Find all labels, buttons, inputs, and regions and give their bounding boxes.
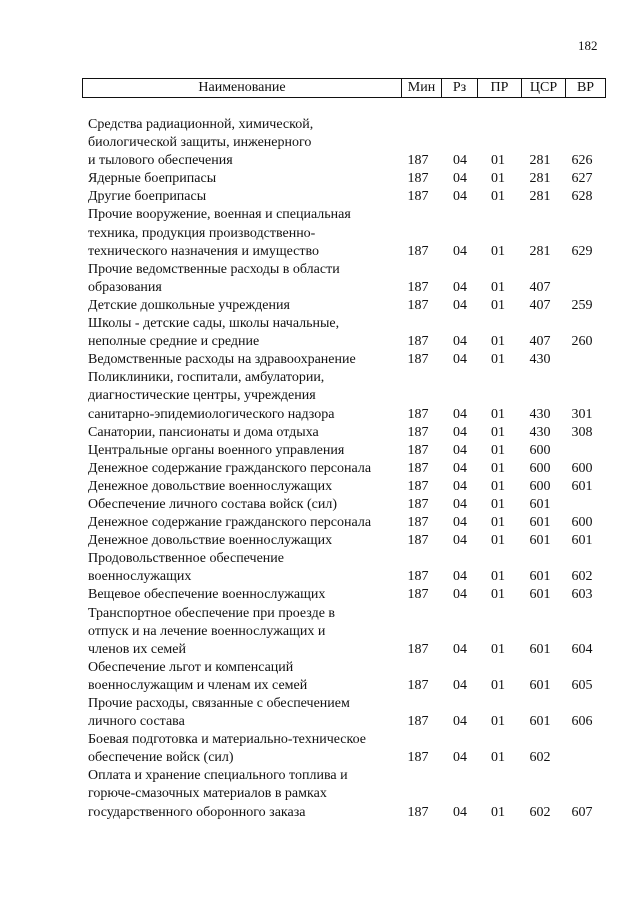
row-name: Поликлиники, госпитали, амбулатории, диагностические центры, учреждения санитарно-эпидемиологического надзора [88, 370, 335, 422]
table-row [0, 586, 640, 604]
cell-rz: 04 [453, 641, 467, 657]
cell-min: 187 [407, 569, 429, 585]
cell-rz: 04 [453, 406, 467, 422]
table-row [0, 695, 640, 731]
cell-pr: 01 [491, 804, 505, 820]
table-row [0, 424, 640, 442]
cell-csr: 601 [529, 496, 551, 512]
cell-rz: 04 [453, 424, 467, 440]
cell-pr: 01 [491, 533, 505, 549]
table-row [0, 261, 640, 297]
cell-vr: 602 [571, 569, 593, 585]
table-row [0, 206, 640, 260]
cell-min: 187 [407, 352, 429, 368]
header-csr: ЦСР [521, 79, 565, 97]
row-name: Обеспечение льгот и компенсаций военнослужащим и членам их семей [88, 659, 308, 693]
row-name: Детские дошкольные учреждения [88, 297, 290, 313]
table-header [82, 78, 606, 98]
cell-csr: 430 [529, 352, 551, 368]
cell-min: 187 [407, 515, 429, 531]
cell-csr: 602 [529, 750, 551, 766]
row-name: Центральные органы военного управления [88, 442, 345, 458]
cell-vr: 260 [571, 334, 593, 350]
header-pr: ПР [477, 79, 521, 97]
table-row [0, 550, 640, 586]
table-row [0, 478, 640, 496]
cell-min: 187 [407, 478, 429, 494]
row-name: Денежное довольствие военнослужащих [88, 478, 333, 494]
cell-rz: 04 [453, 334, 467, 350]
table-row [0, 369, 640, 423]
cell-vr: 603 [571, 587, 593, 603]
row-name: Прочие вооружение, военная и специальная техника, продукция производственно- технического назначения и имущество [88, 207, 351, 259]
cell-csr: 407 [529, 279, 551, 295]
row-name: Санатории, пансионаты и дома отдыха [88, 424, 319, 440]
cell-rz: 04 [453, 569, 467, 585]
cell-rz: 04 [453, 804, 467, 820]
cell-csr: 600 [529, 478, 551, 494]
cell-csr: 430 [529, 424, 551, 440]
cell-rz: 04 [453, 587, 467, 603]
cell-min: 187 [407, 496, 429, 512]
cell-pr: 01 [491, 460, 505, 476]
table-row [0, 767, 640, 821]
row-name: Ядерные боеприпасы [88, 171, 217, 187]
cell-pr: 01 [491, 569, 505, 585]
cell-vr: 605 [571, 677, 593, 693]
cell-min: 187 [407, 189, 429, 205]
cell-pr: 01 [491, 641, 505, 657]
cell-csr: 407 [529, 334, 551, 350]
cell-min: 187 [407, 714, 429, 730]
cell-min: 187 [407, 533, 429, 549]
cell-rz: 04 [453, 352, 467, 368]
cell-vr: 629 [571, 243, 593, 259]
cell-min: 187 [407, 243, 429, 259]
cell-rz: 04 [453, 243, 467, 259]
table-row [0, 351, 640, 369]
cell-pr: 01 [491, 714, 505, 730]
cell-min: 187 [407, 804, 429, 820]
cell-vr: 600 [571, 460, 593, 476]
cell-csr: 601 [529, 569, 551, 585]
cell-rz: 04 [453, 460, 467, 476]
table-row [0, 496, 640, 514]
cell-csr: 601 [529, 641, 551, 657]
table-row [0, 532, 640, 550]
row-name: Оплата и хранение специального топлива и горюче-смазочных материалов в рамках государственного оборонного заказа [88, 768, 348, 820]
cell-csr: 601 [529, 587, 551, 603]
cell-pr: 01 [491, 352, 505, 368]
cell-rz: 04 [453, 496, 467, 512]
row-name: Обеспечение личного состава войск (сил) [88, 496, 337, 512]
cell-min: 187 [407, 297, 429, 313]
row-name: Ведомственные расходы на здравоохранение [88, 352, 356, 368]
table-row [0, 315, 640, 351]
table-row [0, 460, 640, 478]
cell-pr: 01 [491, 478, 505, 494]
table-body [0, 116, 640, 822]
cell-min: 187 [407, 334, 429, 350]
cell-rz: 04 [453, 750, 467, 766]
cell-pr: 01 [491, 442, 505, 458]
cell-csr: 600 [529, 442, 551, 458]
cell-min: 187 [407, 279, 429, 295]
cell-csr: 601 [529, 533, 551, 549]
row-name: Средства радиационной, химической, биологической защиты, инженерного и тылового обеспечения [88, 117, 314, 169]
cell-min: 187 [407, 406, 429, 422]
cell-pr: 01 [491, 297, 505, 313]
cell-vr: 259 [571, 297, 593, 313]
cell-rz: 04 [453, 478, 467, 494]
header-vr: ВР [565, 79, 605, 97]
cell-csr: 281 [529, 243, 551, 259]
header-rz: Рз [441, 79, 477, 97]
cell-vr: 308 [571, 424, 593, 440]
cell-vr: 601 [571, 533, 593, 549]
row-name: Вещевое обеспечение военнослужащих [88, 587, 326, 603]
row-name: Денежное содержание гражданского персонала [88, 460, 372, 476]
row-name: Другие боеприпасы [88, 189, 207, 205]
cell-csr: 281 [529, 189, 551, 205]
table-row [0, 731, 640, 767]
cell-rz: 04 [453, 442, 467, 458]
row-name: Прочие расходы, связанные с обеспечением личного состава [88, 696, 350, 730]
cell-min: 187 [407, 442, 429, 458]
cell-vr: 606 [571, 714, 593, 730]
cell-min: 187 [407, 587, 429, 603]
cell-pr: 01 [491, 424, 505, 440]
table-row [0, 170, 640, 188]
cell-csr: 601 [529, 515, 551, 531]
cell-pr: 01 [491, 243, 505, 259]
cell-pr: 01 [491, 279, 505, 295]
row-name: Прочие ведомственные расходы в области образования [88, 261, 340, 295]
row-name: Боевая подготовка и материально-техническое обеспечение войск (сил) [88, 732, 366, 766]
cell-pr: 01 [491, 334, 505, 350]
cell-vr: 607 [571, 804, 593, 820]
cell-pr: 01 [491, 515, 505, 531]
cell-min: 187 [407, 750, 429, 766]
cell-csr: 430 [529, 406, 551, 422]
table-row [0, 442, 640, 460]
row-name: Денежное довольствие военнослужащих [88, 533, 333, 549]
cell-vr: 601 [571, 478, 593, 494]
cell-rz: 04 [453, 714, 467, 730]
row-name: Продовольственное обеспечение военнослужащих [88, 551, 284, 585]
cell-csr: 600 [529, 460, 551, 476]
cell-pr: 01 [491, 677, 505, 693]
cell-pr: 01 [491, 153, 505, 169]
cell-pr: 01 [491, 406, 505, 422]
cell-rz: 04 [453, 279, 467, 295]
cell-min: 187 [407, 677, 429, 693]
cell-rz: 04 [453, 153, 467, 169]
cell-rz: 04 [453, 677, 467, 693]
cell-vr: 604 [571, 641, 593, 657]
row-name: Денежное содержание гражданского персонала [88, 515, 372, 531]
cell-pr: 01 [491, 496, 505, 512]
header-min: Мин [401, 79, 441, 97]
page-number: 182 [578, 38, 598, 53]
cell-vr: 628 [571, 189, 593, 205]
cell-min: 187 [407, 460, 429, 476]
row-name: Школы - детские сады, школы начальные, неполные средние и средние [88, 316, 340, 350]
table-row [0, 116, 640, 170]
cell-csr: 602 [529, 804, 551, 820]
cell-pr: 01 [491, 189, 505, 205]
table-row [0, 659, 640, 695]
cell-pr: 01 [491, 171, 505, 187]
cell-rz: 04 [453, 171, 467, 187]
cell-min: 187 [407, 424, 429, 440]
cell-min: 187 [407, 641, 429, 657]
cell-rz: 04 [453, 297, 467, 313]
cell-csr: 407 [529, 297, 551, 313]
cell-csr: 281 [529, 171, 551, 187]
cell-rz: 04 [453, 533, 467, 549]
table-row [0, 605, 640, 659]
cell-min: 187 [407, 153, 429, 169]
cell-vr: 301 [571, 406, 593, 422]
row-name: Транспортное обеспечение при проезде в отпуск и на лечение военнослужащих и членов их семей [88, 605, 336, 657]
cell-vr: 626 [571, 153, 593, 169]
cell-rz: 04 [453, 515, 467, 531]
cell-csr: 281 [529, 153, 551, 169]
table-row [0, 188, 640, 206]
cell-pr: 01 [491, 750, 505, 766]
cell-vr: 600 [571, 515, 593, 531]
table-row [0, 514, 640, 532]
header-name: Наименование [198, 80, 286, 95]
cell-csr: 601 [529, 677, 551, 693]
cell-rz: 04 [453, 189, 467, 205]
cell-pr: 01 [491, 587, 505, 603]
cell-csr: 601 [529, 714, 551, 730]
table-row [0, 297, 640, 315]
cell-min: 187 [407, 171, 429, 187]
cell-vr: 627 [571, 171, 593, 187]
